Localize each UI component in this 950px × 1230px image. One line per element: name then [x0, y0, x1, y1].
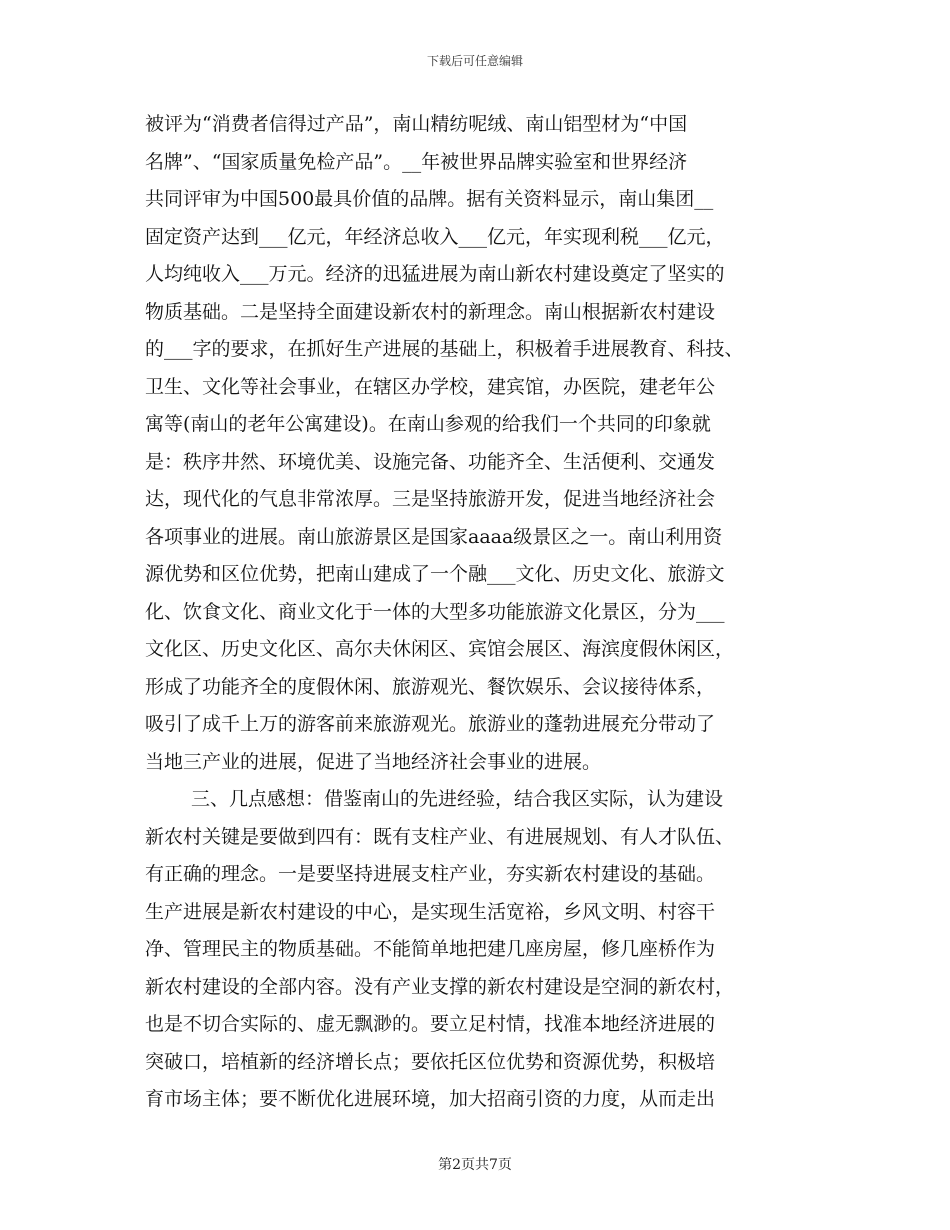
text-line: 是：秩序井然、环境优美、设施完备、功能齐全、生活便利、交通发	[145, 450, 716, 473]
text-line: 各项事业的进展。南山旅游景区是国家aaaa级景区之一。南山利用资	[145, 525, 723, 548]
text-line: 新农村关键是要做到四有：既有支柱产业、有进展规划、有人才队伍、	[145, 825, 735, 848]
text-line: 突破口，培植新的经济增长点；要依托区位优势和资源优势，积极培	[145, 1050, 716, 1073]
text-line: 生产进展是新农村建设的中心，是实现生活宽裕，乡风文明、村容干	[145, 900, 716, 923]
page-number-footer: 第2页共7页	[438, 1157, 512, 1173]
paragraph-first-line: 三、几点感想：借鉴南山的先进经验，结合我区实际，认为建设	[191, 788, 724, 810]
text-line: 物质基础。二是坚持全面建设新农村的新理念。南山根据新农村建设	[145, 300, 716, 323]
text-line: 形成了功能齐全的度假休闲、旅游观光、餐饮娱乐、会议接待体系，	[145, 675, 716, 698]
text-line: 卫生、文化等社会事业，在辖区办学校，建宾馆，办医院，建老年公	[145, 375, 716, 398]
page-header: 下载后可任意编辑	[426, 54, 523, 68]
text-line: 固定资产达到___亿元，年经济总收入___亿元，年实现利税___亿元，	[145, 225, 725, 248]
text-line: 化、饮食文化、商业文化于一体的大型多功能旅游文化景区，分为___	[145, 600, 725, 623]
text-line: 文化区、历史文化区、高尔夫休闲区、宾馆会展区、海滨度假休闲区，	[145, 638, 735, 660]
text-line: 源优势和区位优势，把南山建成了一个融___文化、历史文化、旅游文	[145, 563, 725, 585]
text-line: 净、管理民主的物质基础。不能简单地把建几座房屋，修几座桥作为	[145, 938, 716, 960]
text-line: 达，现代化的气息非常浓厚。三是坚持旅游开发，促进当地经济社会	[145, 488, 716, 510]
text-line: 也是不切合实际的、虚无飘渺的。要立足村情，找准本地经济进展的	[145, 1013, 716, 1035]
text-line: 寓等(南山的老年公寓建设)。在南山参观的给我们一个共同的印象就	[145, 413, 711, 435]
text-line: 新农村建设的全部内容。没有产业支撑的新农村建设是空洞的新农村，	[145, 975, 735, 998]
text-line: 有正确的理念。一是要坚持进展支柱产业，夯实新农村建设的基础。	[145, 863, 716, 885]
text-line: 共同评审为中国500最具价值的品牌。据有关资料显示，南山集团__	[145, 188, 714, 210]
text-line: 人均纯收入___万元。经济的迅猛进展为南山新农村建设奠定了坚实的	[145, 263, 725, 285]
text-line: 育市场主体；要不断优化进展环境，加大招商引资的力度，从而走出	[145, 1088, 716, 1110]
body-text	[145, 106, 845, 1119]
text-line: 吸引了成千上万的游客前来旅游观光。旅游业的蓬勃进展充分带动了	[145, 713, 716, 735]
text-line: 当地三产业的进展，促进了当地经济社会事业的进展。	[145, 750, 602, 773]
text-line: 被评为“消费者信得过产品”，南山精纺呢绒、南山铝型材为“中国	[145, 113, 688, 135]
text-line: 名牌”、“国家质量免检产品”。__年被世界品牌实验室和世界经济	[145, 150, 688, 173]
text-line: 的___字的要求，在抓好生产进展的基础上，积极着手进展教育、科技、	[145, 338, 744, 360]
